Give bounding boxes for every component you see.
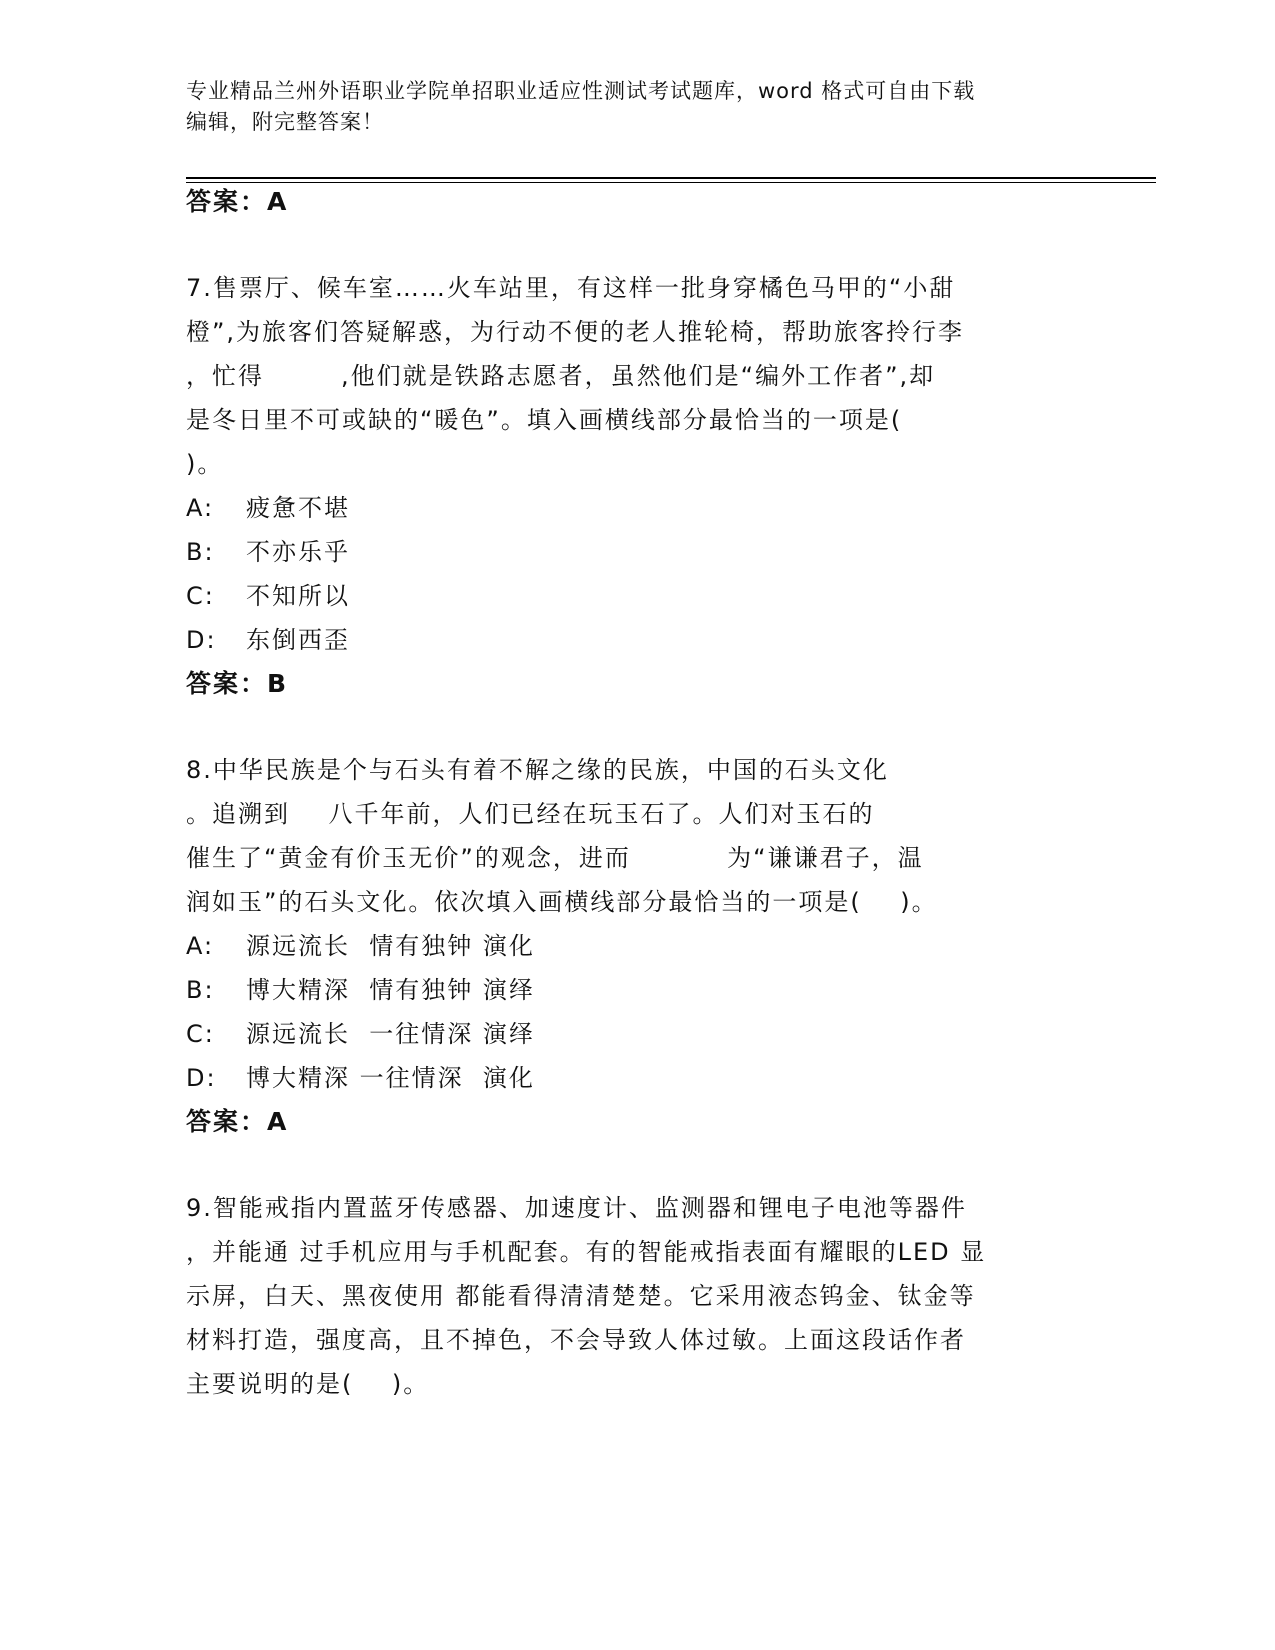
q8-line-4: 润如玉”的石头文化。依次填入画横线部分最恰当的一项是( )。: [186, 888, 938, 916]
header-rule-thick: [186, 177, 1156, 179]
q7-option-d: [186, 624, 350, 656]
option-key: A:: [186, 494, 215, 522]
option-text: 源远流长 一往情深 演绎: [246, 1020, 535, 1048]
option-key: A:: [186, 932, 215, 960]
option-text: 不知所以: [246, 582, 350, 610]
q8-option-a: [186, 930, 535, 962]
q7-option-b: [186, 536, 350, 568]
option-key: B:: [186, 538, 215, 566]
option-text: 博大精深 一往情深 演化: [246, 1064, 535, 1092]
q7-line-4: 是冬日里不可或缺的“暖色”。填入画横线部分最恰当的一项是(: [186, 406, 903, 434]
option-key: D:: [186, 1064, 217, 1092]
q7-option-c: [186, 580, 350, 612]
q9-line-4: 材料打造，强度高，且不掉色，不会导致人体过敏。上面这段话作者: [186, 1326, 966, 1354]
q9-line-3: 示屏，白天、黑夜使用 都能看得清清楚楚。它采用液态钨金、钛金等: [186, 1282, 976, 1310]
option-key: C:: [186, 582, 215, 610]
q8-option-c: [186, 1018, 535, 1050]
option-text: 不亦乐乎: [246, 538, 350, 566]
q8-option-b: [186, 974, 535, 1006]
q8-option-d: [186, 1062, 535, 1094]
q7-answer: 答案：B: [186, 669, 289, 698]
q9-line-5: 主要说明的是( )。: [186, 1370, 430, 1398]
q7-line-3: ，忙得 ,他们就是铁路志愿者，虽然他们是“编外工作者”,却: [186, 362, 936, 390]
option-text: 源远流长 情有独钟 演化: [246, 932, 535, 960]
header-line-1: 专业精品兰州外语职业学院单招职业适应性测试考试题库，word 格式可自由下载: [186, 79, 976, 103]
option-text: 疲惫不堪: [246, 494, 350, 522]
header-line-2: 编辑，附完整答案！: [186, 110, 384, 134]
q7-line-2: 橙”,为旅客们答疑解惑，为行动不便的老人推轮椅，帮助旅客拎行李: [186, 318, 965, 346]
q8-answer: 答案：A: [186, 1107, 289, 1136]
q8-line-2: 。追溯到 八千年前，人们已经在玩玉石了。人们对玉石的: [186, 800, 875, 828]
option-key: C:: [186, 1020, 215, 1048]
option-text: 东倒西歪: [246, 626, 350, 654]
option-text: 博大精深 情有独钟 演绎: [246, 976, 535, 1004]
q8-line-3: 催生了“黄金有价玉无价”的观念，进而 为“谦谦君子，温: [186, 844, 924, 872]
q9-line-2: ，并能通 过手机应用与手机配套。有的智能戒指表面有耀眼的LED 显: [186, 1238, 987, 1266]
page-header: [186, 76, 1066, 138]
q7-line-1: 7.售票厅、候车室……火车站里，有这样一批身穿橘色马甲的“小甜: [186, 274, 956, 302]
previous-answer: 答案：A: [186, 187, 289, 216]
q7-line-5: )。: [186, 450, 224, 478]
option-key: B:: [186, 976, 215, 1004]
q8-line-1: 8.中华民族是个与石头有着不解之缘的民族，中国的石头文化: [186, 756, 889, 784]
q7-option-a: [186, 492, 350, 524]
option-key: D:: [186, 626, 217, 654]
q9-line-1: 9.智能戒指内置蓝牙传感器、加速度计、监测器和锂电子电池等器件: [186, 1194, 967, 1222]
header-rule-thin: [186, 182, 1156, 183]
